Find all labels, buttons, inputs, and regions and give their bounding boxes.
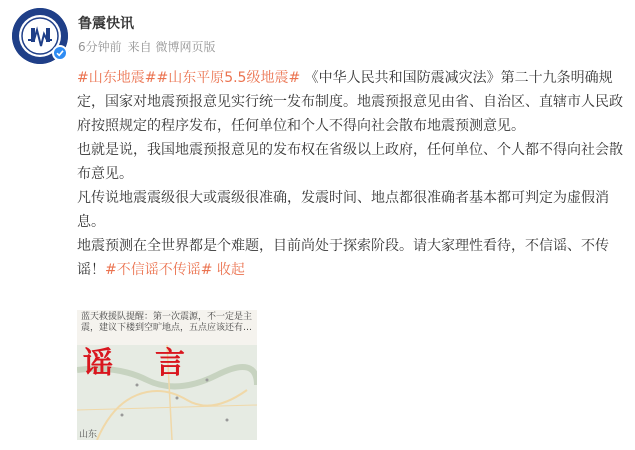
image-banner-text: 蓝天救援队提醒：第一次震源，不一定是主震，建议下楼到空旷地点，五点应该还有…	[77, 310, 257, 345]
post-meta	[78, 38, 221, 55]
hashtag-no-rumor[interactable]: #不信谣不传谣#	[105, 262, 213, 278]
paragraph-3: 凡传说地震震级很大或震级很准确，发震时间、地点都很准确者基本都可判定为虚假消息。	[77, 190, 609, 230]
post-time[interactable]: 6分钟前	[78, 40, 122, 54]
paragraph-4	[77, 234, 625, 282]
paragraph-4-text: 地震预测在全世界都是个难题，目前尚处于探索阶段。请大家理性看待，不信谣、不传谣！	[77, 238, 609, 278]
hashtag-pingyuan-earthquake[interactable]: #山东平原5.5级地震#	[156, 70, 301, 86]
collapse-link[interactable]: 收起	[216, 262, 245, 278]
paragraph-1	[77, 66, 625, 138]
paragraph-2: 也就是说，我国地震预报意见的发布权在省级以上政府，任何单位、个人都不得向社会散布意见。	[77, 142, 623, 182]
hashtag-shandong-earthquake[interactable]: #山东地震#	[77, 70, 157, 86]
account-name[interactable]: 鲁震快讯	[78, 16, 134, 32]
image-footer-text: 山东	[79, 430, 98, 440]
verified-badge-icon	[52, 45, 68, 61]
paragraph-1-text: 《中华人民共和国防震减灾法》第二十九条明确规定，国家对地震预报意见实行统一发布制度。地震预报意见由省、自治区、直辖市人民政府按照规定的程序发布，任何单位和个人不得向社会散布地震预测意见。	[77, 70, 623, 134]
post-source[interactable]: 来自 微博网页版	[127, 40, 216, 54]
post-content	[77, 66, 625, 282]
post-image[interactable]	[77, 310, 257, 440]
rumor-stamp: 谣言	[83, 346, 227, 381]
